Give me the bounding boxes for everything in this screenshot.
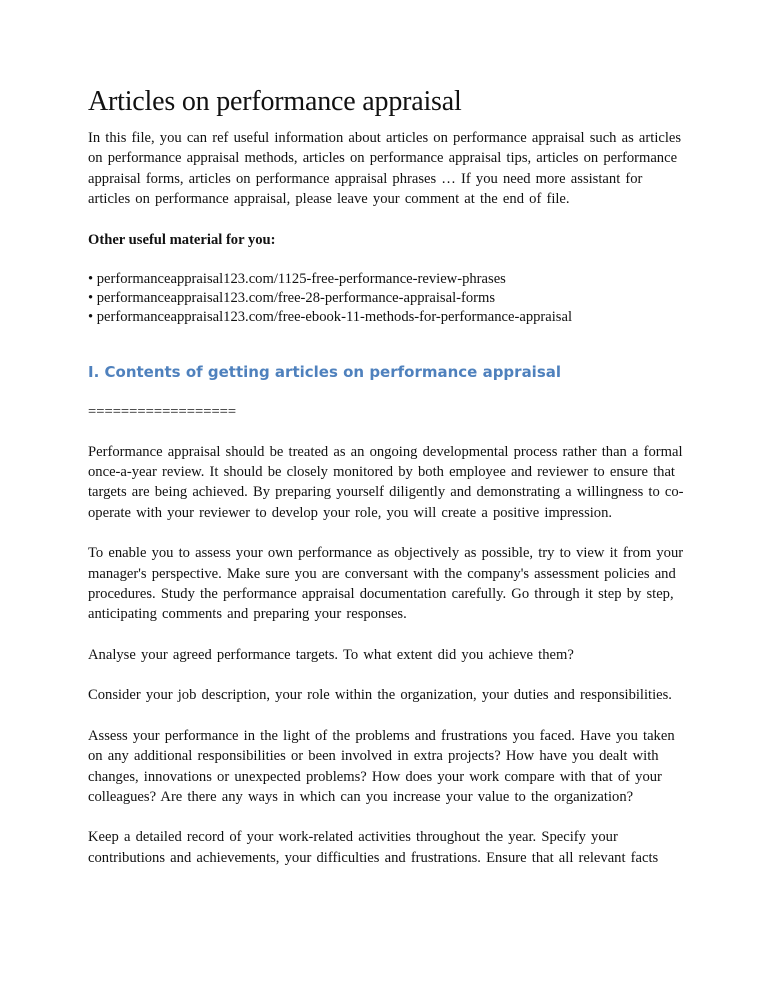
intro-paragraph: In this file, you can ref useful information about articles on performance appraisal such as articles on performance appraisal methods, articles on performance appraisal tips, articles on performance appraisal forms, articles on performance appraisal phrases … If you need more assistant for articles on performance appraisal, please leave your comment at the end of file. <box>88 130 682 208</box>
separator-line: ================== <box>88 403 237 420</box>
document-title: Articles on performance appraisal <box>88 86 462 117</box>
other-material-heading: Other useful material for you: <box>88 231 276 248</box>
section-heading: I. Contents of getting articles on performance appraisal <box>88 362 562 381</box>
body-paragraph: Performance appraisal should be treated as an ongoing developmental process rather than a formal once-a-year review. It should be closely monitored by both employee and reviewer to ensure that targets are being achieved. By preparing yourself diligently and demonstrating a willingness to co-operate with your reviewer to develop your role, you will create a positive impression. <box>88 443 684 521</box>
body-paragraph: To enable you to assess your own performance as objectively as possible, try to view it from your manager's perspective. Make sure you are conversant with the company's assessment policies and procedures. Study the performance appraisal documentation carefully. Go through it step by step, anticipating comments and preparing your responses. <box>88 545 684 623</box>
document-page <box>88 84 688 888</box>
resource-link: • performanceappraisal123.com/1125-free-performance-review-phrases <box>88 270 506 287</box>
body-paragraph: Analyse your agreed performance targets. To what extent did you achieve them? <box>88 646 574 663</box>
body-paragraph: Assess your performance in the light of the problems and frustrations you faced. Have you taken on any additional responsibilities or been involved in extra projects? How have you dealt with changes, innovations or unexpected problems? How does your work compare with that of your colleagues? Are there any ways in which can you increase your value to the organization? <box>88 727 675 805</box>
resource-link: • performanceappraisal123.com/free-28-performance-appraisal-forms <box>88 289 496 306</box>
resource-link: • performanceappraisal123.com/free-ebook-11-methods-for-performance-appraisal <box>88 308 573 325</box>
body-paragraph: Consider your job description, your role within the organization, your duties and responsibilities. <box>88 687 672 704</box>
resource-link-list <box>88 270 688 327</box>
body-paragraph: Keep a detailed record of your work-related activities throughout the year. Specify your contributions and achievements, your difficulties and frustrations. Ensure that all relevant facts <box>88 829 659 866</box>
